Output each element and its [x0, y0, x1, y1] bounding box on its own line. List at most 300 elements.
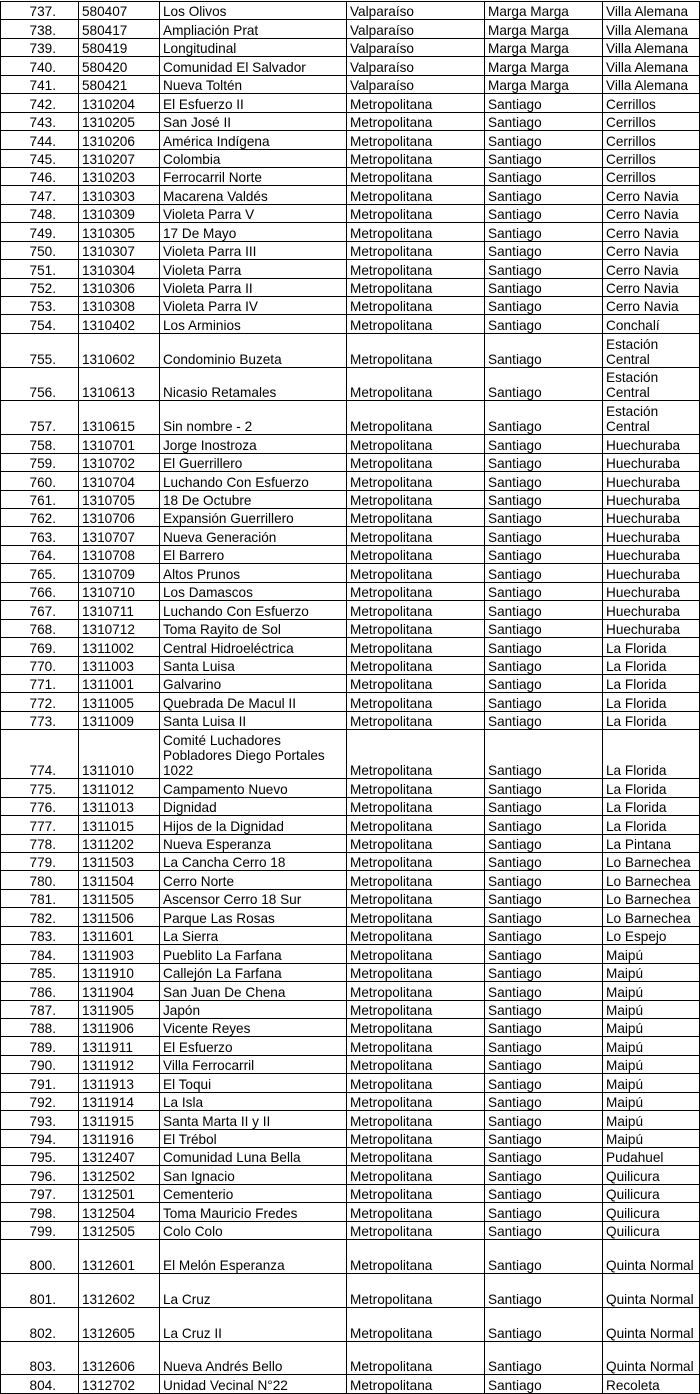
table-row	[1, 1055, 700, 1073]
code-cell: 580407	[79, 2, 160, 20]
region-cell: Metropolitana	[347, 1203, 485, 1221]
code-cell: 1312501	[79, 1184, 160, 1202]
settlement-name-cell: Ampliación Prat	[160, 20, 347, 38]
table-row	[1, 241, 700, 259]
table-row	[1, 1148, 700, 1166]
code-cell: 1310701	[79, 435, 160, 453]
region-cell: Metropolitana	[347, 167, 485, 185]
row-number-cell: 787.	[1, 1000, 79, 1018]
settlement-name-cell: América Indígena	[160, 131, 347, 149]
settlement-name-cell: Violeta Parra IV	[160, 297, 347, 315]
settlement-name-cell: Violeta Parra	[160, 260, 347, 278]
settlement-name-cell: Villa Ferrocarril	[160, 1055, 347, 1073]
row-number-cell: 794.	[1, 1129, 79, 1147]
table-row	[1, 367, 700, 401]
table-row	[1, 2, 700, 20]
province-cell: Santiago	[485, 509, 603, 527]
region-cell: Metropolitana	[347, 779, 485, 797]
commune-cell: Cerro Navia	[603, 204, 700, 222]
region-cell: Metropolitana	[347, 278, 485, 296]
table-row	[1, 167, 700, 185]
row-number-cell: 741.	[1, 75, 79, 93]
row-number-cell: 737.	[1, 2, 79, 20]
province-cell: Santiago	[485, 1375, 603, 1393]
commune-cell: Huechuraba	[603, 582, 700, 600]
row-number-cell: 762.	[1, 509, 79, 527]
settlement-name-cell: Quebrada De Macul II	[160, 693, 347, 711]
row-number-cell: 798.	[1, 1203, 79, 1221]
table-row	[1, 908, 700, 926]
commune-cell: La Florida	[603, 656, 700, 674]
table-row	[1, 982, 700, 1000]
settlement-name-cell: El Trébol	[160, 1129, 347, 1147]
settlement-name-cell: Cerro Norte	[160, 871, 347, 889]
province-cell: Santiago	[485, 131, 603, 149]
row-number-cell: 796.	[1, 1166, 79, 1184]
commune-cell: Huechuraba	[603, 453, 700, 471]
commune-cell: Huechuraba	[603, 619, 700, 637]
code-cell: 1310706	[79, 509, 160, 527]
code-cell: 1310309	[79, 204, 160, 222]
table-row	[1, 693, 700, 711]
table-row	[1, 57, 700, 75]
row-number-cell: 760.	[1, 472, 79, 490]
province-cell: Santiago	[485, 112, 603, 130]
region-cell: Metropolitana	[347, 871, 485, 889]
settlement-name-cell: Unidad Vecinal N°22	[160, 1375, 347, 1393]
code-cell: 1310207	[79, 149, 160, 167]
code-cell: 1310707	[79, 527, 160, 545]
table-row	[1, 131, 700, 149]
settlement-name-cell: Violeta Parra II	[160, 278, 347, 296]
row-number-cell: 743.	[1, 112, 79, 130]
code-cell: 1311505	[79, 889, 160, 907]
code-cell: 580421	[79, 75, 160, 93]
province-cell: Santiago	[485, 834, 603, 852]
code-cell: 580419	[79, 38, 160, 56]
row-number-cell: 758.	[1, 435, 79, 453]
commune-cell: Cerrillos	[603, 131, 700, 149]
region-cell: Valparaíso	[347, 57, 485, 75]
settlement-name-cell: Violeta Parra V	[160, 204, 347, 222]
region-cell: Metropolitana	[347, 945, 485, 963]
code-cell: 1310205	[79, 112, 160, 130]
commune-cell: Lo Barnechea	[603, 908, 700, 926]
commune-cell: La Florida	[603, 638, 700, 656]
province-cell: Santiago	[485, 711, 603, 729]
region-cell: Metropolitana	[347, 816, 485, 834]
code-cell: 1310206	[79, 131, 160, 149]
settlement-name-cell: Pueblito La Farfana	[160, 945, 347, 963]
region-cell: Metropolitana	[347, 1166, 485, 1184]
settlement-name-cell: Nueva Andrés Bello	[160, 1341, 347, 1375]
region-cell: Metropolitana	[347, 527, 485, 545]
settlement-name-cell: Callejón La Farfana	[160, 963, 347, 981]
commune-cell: La Florida	[603, 730, 700, 779]
row-number-cell: 738.	[1, 20, 79, 38]
province-cell: Santiago	[485, 638, 603, 656]
province-cell: Santiago	[485, 401, 603, 435]
row-number-cell: 791.	[1, 1074, 79, 1092]
table-row	[1, 730, 700, 779]
commune-cell: Conchalí	[603, 315, 700, 333]
row-number-cell: 757.	[1, 401, 79, 435]
region-cell: Metropolitana	[347, 1074, 485, 1092]
region-cell: Metropolitana	[347, 260, 485, 278]
code-cell: 1311012	[79, 779, 160, 797]
settlement-name-cell: La Isla	[160, 1092, 347, 1110]
code-cell: 1312702	[79, 1375, 160, 1393]
settlement-name-cell: La Cruz II	[160, 1307, 347, 1341]
table-row	[1, 38, 700, 56]
code-cell: 1312504	[79, 1203, 160, 1221]
row-number-cell: 802.	[1, 1307, 79, 1341]
settlement-name-cell: Santa Luisa	[160, 656, 347, 674]
province-cell: Santiago	[485, 1092, 603, 1110]
commune-cell: Maipú	[603, 1000, 700, 1018]
table-row	[1, 472, 700, 490]
row-number-cell: 774.	[1, 730, 79, 779]
code-cell: 1310712	[79, 619, 160, 637]
settlement-name-cell: Comité Luchadores Pobladores Diego Portales 1022	[160, 730, 347, 779]
province-cell: Santiago	[485, 453, 603, 471]
province-cell: Santiago	[485, 1037, 603, 1055]
row-number-cell: 765.	[1, 564, 79, 582]
commune-cell: Cerrillos	[603, 94, 700, 112]
table-row	[1, 223, 700, 241]
province-cell: Santiago	[485, 545, 603, 563]
region-cell: Metropolitana	[347, 638, 485, 656]
settlement-name-cell: Nueva Generación	[160, 527, 347, 545]
code-cell: 1310702	[79, 453, 160, 471]
table-row	[1, 112, 700, 130]
code-cell: 1311504	[79, 871, 160, 889]
settlement-name-cell: Condominio Buzeta	[160, 333, 347, 367]
code-cell: 1310306	[79, 278, 160, 296]
table-row	[1, 1184, 700, 1202]
code-cell: 1311911	[79, 1037, 160, 1055]
table-row	[1, 1074, 700, 1092]
table-row	[1, 779, 700, 797]
province-cell: Santiago	[485, 871, 603, 889]
row-number-cell: 786.	[1, 982, 79, 1000]
commune-cell: Quilicura	[603, 1184, 700, 1202]
table-row	[1, 601, 700, 619]
table-row	[1, 1111, 700, 1129]
province-cell: Santiago	[485, 1018, 603, 1036]
code-cell: 1312606	[79, 1341, 160, 1375]
region-cell: Metropolitana	[347, 619, 485, 637]
code-cell: 1311002	[79, 638, 160, 656]
province-cell: Santiago	[485, 601, 603, 619]
settlement-name-cell: Japón	[160, 1000, 347, 1018]
commune-cell: La Florida	[603, 674, 700, 692]
row-number-cell: 766.	[1, 582, 79, 600]
table-row	[1, 1221, 700, 1239]
row-number-cell: 779.	[1, 853, 79, 871]
region-cell: Metropolitana	[347, 693, 485, 711]
commune-cell: Maipú	[603, 1129, 700, 1147]
commune-cell: Huechuraba	[603, 472, 700, 490]
commune-cell: Cerrillos	[603, 167, 700, 185]
row-number-cell: 748.	[1, 204, 79, 222]
code-cell: 1311506	[79, 908, 160, 926]
region-cell: Metropolitana	[347, 131, 485, 149]
commune-cell: La Florida	[603, 816, 700, 834]
table-row	[1, 834, 700, 852]
row-number-cell: 759.	[1, 453, 79, 471]
table-row	[1, 945, 700, 963]
province-cell: Santiago	[485, 582, 603, 600]
table-row	[1, 1129, 700, 1147]
region-cell: Metropolitana	[347, 1111, 485, 1129]
region-cell: Valparaíso	[347, 38, 485, 56]
settlements-table	[0, 1, 700, 1394]
settlement-name-cell: Santa Marta II y II	[160, 1111, 347, 1129]
settlement-name-cell: Jorge Inostroza	[160, 435, 347, 453]
settlement-name-cell: Comunidad El Salvador	[160, 57, 347, 75]
province-cell: Santiago	[485, 816, 603, 834]
settlement-name-cell: Toma Mauricio Fredes	[160, 1203, 347, 1221]
commune-cell: La Pintana	[603, 834, 700, 852]
row-number-cell: 793.	[1, 1111, 79, 1129]
commune-cell: Maipú	[603, 1074, 700, 1092]
settlement-name-cell: El Esfuerzo	[160, 1037, 347, 1055]
settlement-name-cell: Los Damascos	[160, 582, 347, 600]
code-cell: 1311013	[79, 797, 160, 815]
code-cell: 1312602	[79, 1274, 160, 1308]
table-row	[1, 20, 700, 38]
region-cell: Metropolitana	[347, 1055, 485, 1073]
commune-cell: Villa Alemana	[603, 38, 700, 56]
code-cell: 1310705	[79, 490, 160, 508]
region-cell: Metropolitana	[347, 545, 485, 563]
settlement-name-cell: Dignidad	[160, 797, 347, 815]
province-cell: Santiago	[485, 564, 603, 582]
settlement-name-cell: Nueva Esperanza	[160, 834, 347, 852]
code-cell: 1310708	[79, 545, 160, 563]
province-cell: Santiago	[485, 527, 603, 545]
commune-cell: Huechuraba	[603, 601, 700, 619]
region-cell: Metropolitana	[347, 490, 485, 508]
settlement-name-cell: Los Arminios	[160, 315, 347, 333]
commune-cell: Villa Alemana	[603, 57, 700, 75]
province-cell: Santiago	[485, 241, 603, 259]
province-cell: Santiago	[485, 1184, 603, 1202]
region-cell: Metropolitana	[347, 1375, 485, 1393]
province-cell: Santiago	[485, 186, 603, 204]
table-row	[1, 186, 700, 204]
table-row	[1, 711, 700, 729]
settlement-name-cell: El Guerrillero	[160, 453, 347, 471]
province-cell: Santiago	[485, 333, 603, 367]
province-cell: Santiago	[485, 1111, 603, 1129]
commune-cell: La Florida	[603, 711, 700, 729]
region-cell: Metropolitana	[347, 908, 485, 926]
table-row	[1, 816, 700, 834]
code-cell: 1312505	[79, 1221, 160, 1239]
province-cell: Santiago	[485, 797, 603, 815]
code-cell: 580420	[79, 57, 160, 75]
region-cell: Metropolitana	[347, 367, 485, 401]
region-cell: Metropolitana	[347, 241, 485, 259]
settlement-name-cell: Comunidad Luna Bella	[160, 1148, 347, 1166]
region-cell: Metropolitana	[347, 1148, 485, 1166]
row-number-cell: 746.	[1, 167, 79, 185]
table-row	[1, 1274, 700, 1308]
table-row	[1, 797, 700, 815]
code-cell: 1311914	[79, 1092, 160, 1110]
table-row	[1, 1203, 700, 1221]
province-cell: Santiago	[485, 204, 603, 222]
row-number-cell: 755.	[1, 333, 79, 367]
region-cell: Metropolitana	[347, 1184, 485, 1202]
row-number-cell: 782.	[1, 908, 79, 926]
settlement-name-cell: 17 De Mayo	[160, 223, 347, 241]
commune-cell: Lo Barnechea	[603, 889, 700, 907]
row-number-cell: 788.	[1, 1018, 79, 1036]
region-cell: Metropolitana	[347, 1341, 485, 1375]
region-cell: Metropolitana	[347, 926, 485, 944]
province-cell: Santiago	[485, 1341, 603, 1375]
province-cell: Santiago	[485, 889, 603, 907]
table-row	[1, 656, 700, 674]
province-cell: Santiago	[485, 297, 603, 315]
table-row	[1, 315, 700, 333]
region-cell: Metropolitana	[347, 112, 485, 130]
table-row	[1, 1018, 700, 1036]
province-cell: Marga Marga	[485, 20, 603, 38]
settlement-name-cell: El Barrero	[160, 545, 347, 563]
province-cell: Santiago	[485, 1148, 603, 1166]
region-cell: Metropolitana	[347, 797, 485, 815]
table-row	[1, 278, 700, 296]
table-row	[1, 853, 700, 871]
settlement-name-cell: Nueva Toltén	[160, 75, 347, 93]
settlement-name-cell: Los Olivos	[160, 2, 347, 20]
code-cell: 1312605	[79, 1307, 160, 1341]
code-cell: 1311009	[79, 711, 160, 729]
row-number-cell: 776.	[1, 797, 79, 815]
table-row	[1, 1092, 700, 1110]
table-row	[1, 435, 700, 453]
region-cell: Metropolitana	[347, 315, 485, 333]
province-cell: Santiago	[485, 963, 603, 981]
commune-cell: Lo Barnechea	[603, 853, 700, 871]
region-cell: Metropolitana	[347, 204, 485, 222]
code-cell: 1310613	[79, 367, 160, 401]
row-number-cell: 781.	[1, 889, 79, 907]
region-cell: Metropolitana	[347, 149, 485, 167]
row-number-cell: 751.	[1, 260, 79, 278]
region-cell: Metropolitana	[347, 223, 485, 241]
row-number-cell: 745.	[1, 149, 79, 167]
commune-cell: La Florida	[603, 693, 700, 711]
commune-cell: Villa Alemana	[603, 75, 700, 93]
settlement-name-cell: San José II	[160, 112, 347, 130]
row-number-cell: 763.	[1, 527, 79, 545]
region-cell: Metropolitana	[347, 834, 485, 852]
code-cell: 1311015	[79, 816, 160, 834]
table-row	[1, 1240, 700, 1274]
code-cell: 580417	[79, 20, 160, 38]
commune-cell: La Florida	[603, 797, 700, 815]
commune-cell: Cerro Navia	[603, 278, 700, 296]
row-number-cell: 790.	[1, 1055, 79, 1073]
table-row	[1, 582, 700, 600]
region-cell: Valparaíso	[347, 2, 485, 20]
code-cell: 1311912	[79, 1055, 160, 1073]
code-cell: 1310307	[79, 241, 160, 259]
region-cell: Metropolitana	[347, 1037, 485, 1055]
table-row	[1, 527, 700, 545]
province-cell: Santiago	[485, 167, 603, 185]
code-cell: 1310303	[79, 186, 160, 204]
row-number-cell: 775.	[1, 779, 79, 797]
row-number-cell: 750.	[1, 241, 79, 259]
province-cell: Santiago	[485, 853, 603, 871]
row-number-cell: 747.	[1, 186, 79, 204]
commune-cell: Quinta Normal	[603, 1274, 700, 1308]
code-cell: 1311010	[79, 730, 160, 779]
commune-cell: Estación Central	[603, 401, 700, 435]
province-cell: Santiago	[485, 779, 603, 797]
row-number-cell: 753.	[1, 297, 79, 315]
table-row	[1, 545, 700, 563]
province-cell: Santiago	[485, 1166, 603, 1184]
province-cell: Santiago	[485, 367, 603, 401]
region-cell: Metropolitana	[347, 94, 485, 112]
region-cell: Metropolitana	[347, 1307, 485, 1341]
settlement-name-cell: 18 De Octubre	[160, 490, 347, 508]
province-cell: Santiago	[485, 1000, 603, 1018]
commune-cell: Huechuraba	[603, 509, 700, 527]
row-number-cell: 744.	[1, 131, 79, 149]
row-number-cell: 742.	[1, 94, 79, 112]
province-cell: Santiago	[485, 982, 603, 1000]
table-row	[1, 1341, 700, 1375]
row-number-cell: 772.	[1, 693, 79, 711]
province-cell: Santiago	[485, 619, 603, 637]
commune-cell: Lo Espejo	[603, 926, 700, 944]
commune-cell: Huechuraba	[603, 527, 700, 545]
table-row	[1, 297, 700, 315]
code-cell: 1312601	[79, 1240, 160, 1274]
code-cell: 1311503	[79, 853, 160, 871]
row-number-cell: 792.	[1, 1092, 79, 1110]
region-cell: Metropolitana	[347, 656, 485, 674]
settlement-name-cell: Macarena Valdés	[160, 186, 347, 204]
commune-cell: Cerro Navia	[603, 297, 700, 315]
table-row	[1, 638, 700, 656]
region-cell: Metropolitana	[347, 853, 485, 871]
commune-cell: Cerro Navia	[603, 186, 700, 204]
code-cell: 1311904	[79, 982, 160, 1000]
province-cell: Santiago	[485, 1307, 603, 1341]
province-cell: Santiago	[485, 1129, 603, 1147]
code-cell: 1311601	[79, 926, 160, 944]
table-row	[1, 94, 700, 112]
region-cell: Metropolitana	[347, 963, 485, 981]
province-cell: Santiago	[485, 278, 603, 296]
province-cell: Santiago	[485, 260, 603, 278]
table-row	[1, 204, 700, 222]
table-row	[1, 564, 700, 582]
commune-cell: Quinta Normal	[603, 1341, 700, 1375]
province-cell: Santiago	[485, 1055, 603, 1073]
code-cell: 1310709	[79, 564, 160, 582]
region-cell: Metropolitana	[347, 1000, 485, 1018]
